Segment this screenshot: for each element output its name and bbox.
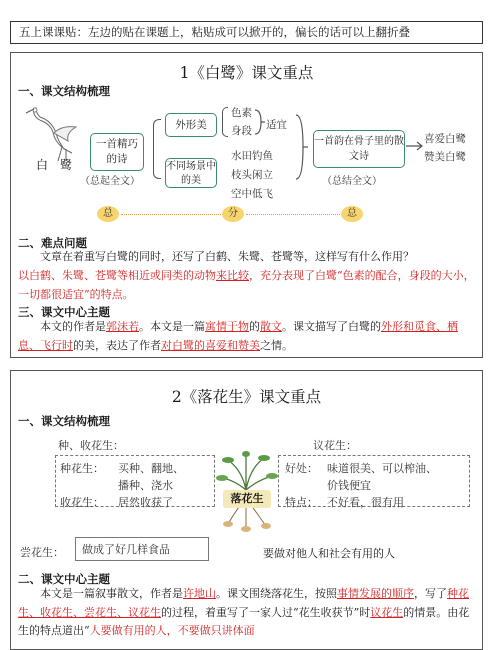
theme-part-1: 本文的作者是: [40, 320, 106, 333]
harvest-text: 居然收获了: [118, 496, 173, 509]
center-label: 落花生: [223, 490, 271, 508]
good-label: 好处：: [285, 462, 318, 475]
theme-part-2: 。本文是一篇: [139, 320, 205, 333]
lesson1-section-structure: 一、课文结构梳理: [18, 84, 110, 98]
egret-icon: [22, 103, 84, 163]
feeling: 对白鹭的喜爱和赞美: [161, 338, 260, 352]
lesson1-section-question: 二、难点问题: [18, 236, 87, 250]
l2-author: 许地山: [183, 587, 216, 600]
size-label: 身段: [231, 125, 252, 137]
brace-small: [222, 107, 228, 137]
lesson2-section-structure: 一、课文结构梳理: [18, 414, 110, 428]
brace-left: [153, 119, 161, 179]
scene-2: 枝头闲立: [231, 169, 273, 181]
brace-right-icon: [253, 108, 267, 138]
feature-a: 外形和觅食、栖息、飞行时: [18, 320, 458, 352]
l2-events: 种花生、收花生、尝花生、议花生: [18, 587, 469, 619]
harvest-label: 收花生：: [60, 496, 104, 509]
l2-theme-part-4: 的过程，着重写了一家人过“花生收获节”时: [161, 605, 371, 619]
flow-line-1: [121, 214, 221, 215]
plant-text2: 播种、浇水: [118, 479, 173, 492]
theme-part-3: 的: [249, 320, 260, 333]
answer-part-3: ，充分表现了白鹭“色素的配合，身段的大小，一切都很适宜”的特点。: [18, 269, 475, 301]
lesson2-title: 2《落花生》课文重点: [171, 388, 322, 406]
prose-box: 一首韵在骨子里的散文诗: [313, 130, 405, 168]
brace-right-big-icon: [294, 113, 310, 183]
right-head: 议花生：: [313, 439, 357, 452]
love-2: 赞美白鹭: [424, 151, 466, 163]
summary-end: （总结全文）: [322, 176, 382, 187]
scene-3: 空中低飞: [231, 188, 273, 200]
good-text: 味道很美、可以榨油、: [327, 462, 437, 475]
theme-part-6: 之情。: [260, 338, 293, 352]
plant-label: 种花生：: [60, 462, 104, 475]
theme-part-4: 。课文描写了白鹭的: [282, 320, 381, 333]
good-text2: 价钱便宜: [327, 479, 371, 492]
l2-theme-part-2: 。课文围绕落花生，按照: [216, 587, 337, 600]
scene-1: 水田钓鱼: [231, 150, 273, 162]
love-1: 喜爱白鹭: [424, 133, 466, 145]
l2-theme-part-5: 的情景。由花生的特点道出“: [18, 605, 470, 637]
trait-text: 不好看，很有用: [327, 496, 404, 509]
flow-step-3: 总: [341, 206, 363, 222]
butong-box: 不同场景中的美: [165, 158, 217, 188]
l2-order: 事情发展的顺序: [337, 587, 414, 600]
answer-part-1: 以白鹤、朱鹭、苍鹭等相近或同类的动物: [18, 269, 216, 282]
taste-label: 尝花生：: [20, 546, 64, 559]
bird-label: 白 鹭: [36, 158, 73, 172]
flow-step-2: 分: [222, 206, 244, 222]
color-label: 色素: [231, 107, 252, 119]
shiyi-label: 适宜: [266, 119, 287, 131]
theme-part-5: 的美，表达了作者: [73, 338, 161, 352]
answer-compare: 来比较: [216, 269, 249, 282]
genre-a: 寓情于物: [205, 320, 249, 333]
lesson2-theme-text: [18, 585, 476, 641]
l2-theme-part-1: 本文是一篇叙事散文，作者是: [40, 587, 183, 600]
trait-label: 特点：: [285, 496, 318, 509]
lesson1-title: 1《白鹭》课文重点: [179, 64, 314, 82]
l2-quote: 人要做有用的人，不要做只讲体面: [89, 624, 255, 637]
moral: 要做对他人和社会有用的人: [263, 547, 395, 560]
lesson2-section-theme: 二、课文中心主题: [18, 572, 110, 586]
plant-text: 买种、翻地、: [118, 462, 184, 475]
arrow-right-icon: [405, 141, 425, 151]
flow-line-2: [246, 214, 340, 215]
lesson1-section-theme: 三、课文中心主题: [18, 305, 110, 319]
waixing-box: 外形美: [165, 113, 217, 137]
l2-theme-part-3: ，写了: [414, 587, 447, 600]
answer-text: [18, 267, 476, 304]
question-text: 文章在着重写白鹭的同时，还写了白鹤、朱鹭、苍鹭等，这样写有什么作用？: [40, 250, 414, 263]
left-head: 种、收花生：: [58, 439, 124, 452]
flow-step-1: 总: [97, 206, 119, 222]
taste-text: 做成了好几样食品: [82, 543, 170, 556]
theme-text: [18, 318, 476, 355]
author: 郭沫若: [106, 320, 139, 333]
poem-box: 一首精巧的诗: [90, 133, 144, 171]
sticker-instruction: 五上课课贴：左边的贴在课题上，粘贴成可以掀开的，偏长的话可以上翻折叠: [10, 21, 483, 44]
summary-start: （总起全文）: [80, 176, 140, 187]
genre-b: 散文: [260, 320, 282, 333]
l2-discuss: 议花生: [370, 605, 404, 619]
